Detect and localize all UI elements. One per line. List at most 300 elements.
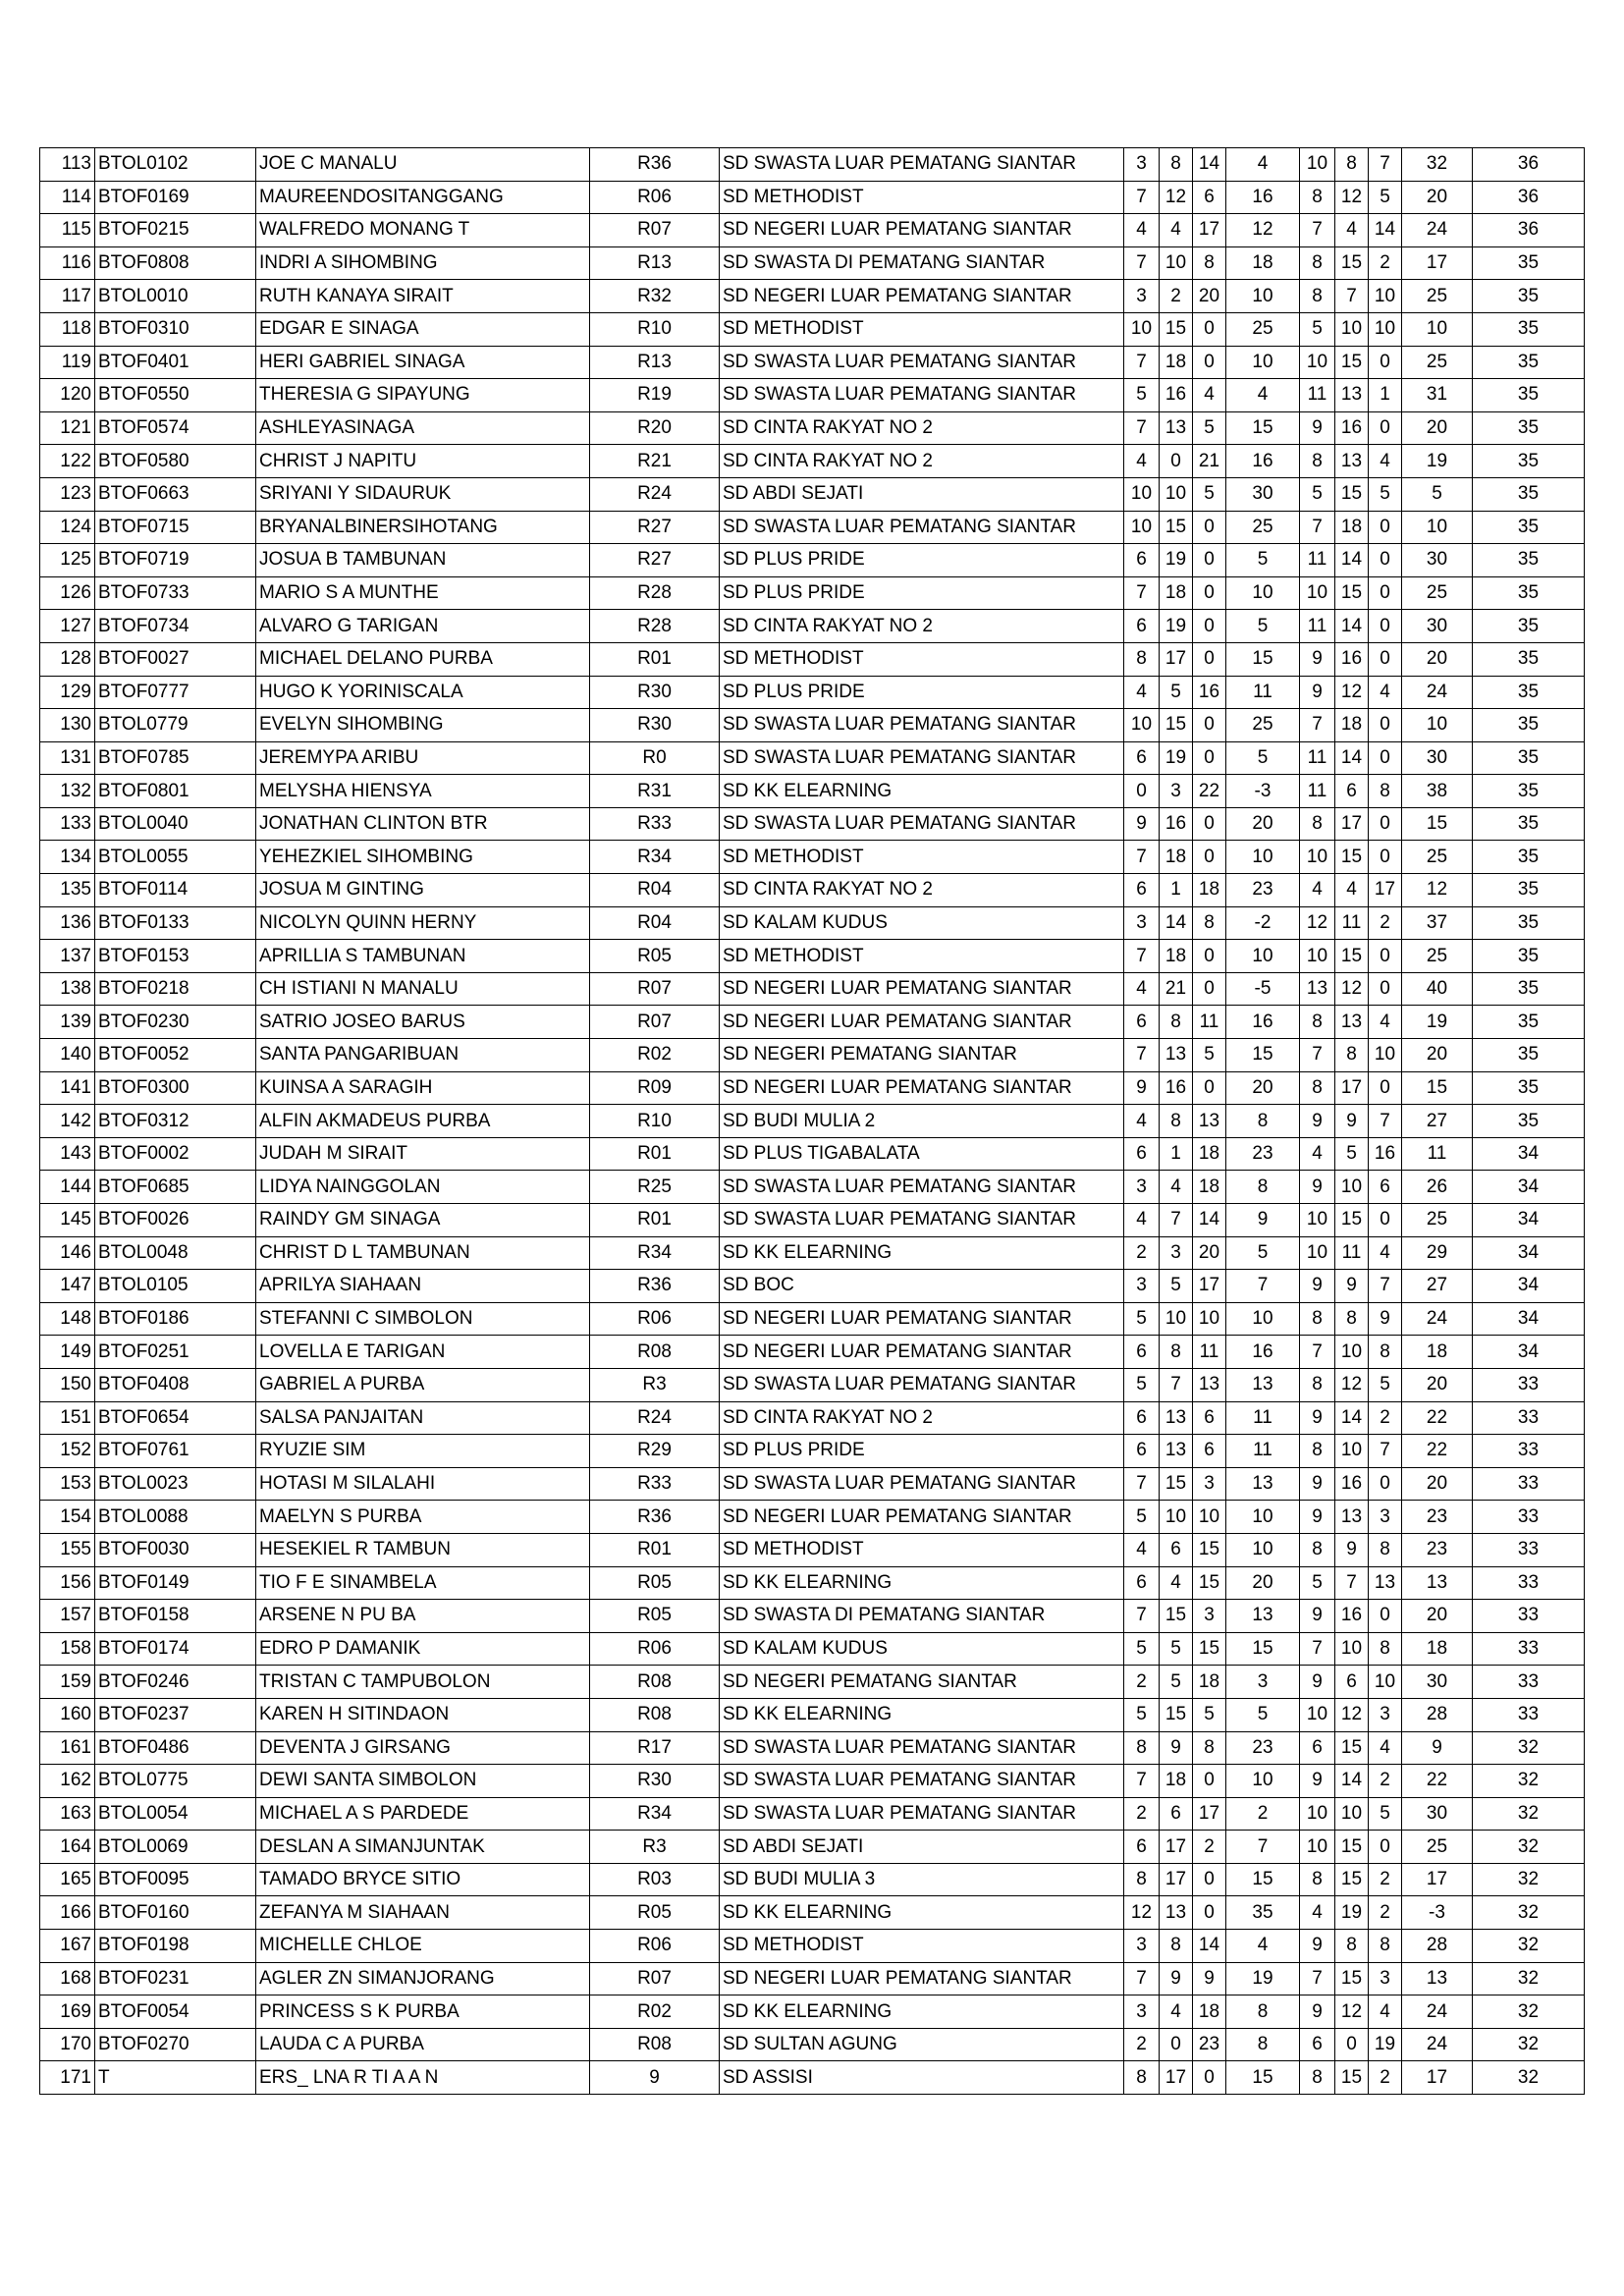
score-col-7-cell: 0	[1369, 807, 1402, 841]
score-col-6-cell: 8	[1335, 1039, 1369, 1072]
score-col-1-cell: 2	[1124, 1666, 1160, 1699]
score-col-6-cell: 14	[1335, 1401, 1369, 1435]
score-col-5-cell: 11	[1300, 544, 1335, 577]
score-col-8-cell: 25	[1402, 280, 1473, 313]
participant-id-cell: BTOF0580	[95, 445, 256, 478]
region-code-cell: R21	[590, 445, 720, 478]
region-code-cell: R20	[590, 411, 720, 445]
score-col-2-cell: 17	[1160, 1831, 1193, 1864]
participant-name-cell: CHRIST J NAPITU	[256, 445, 590, 478]
score-col-2-cell: 5	[1160, 676, 1193, 709]
score-col-5-cell: 9	[1300, 1501, 1335, 1534]
table-row	[40, 1368, 1585, 1401]
school-name-cell: SD SWASTA LUAR PEMATANG SIANTAR	[720, 1731, 1124, 1765]
score-col-6-cell: 15	[1335, 1204, 1369, 1237]
score-col-1-cell: 2	[1124, 1236, 1160, 1270]
region-code-cell: R33	[590, 1467, 720, 1501]
score-col-9-cell: 32	[1473, 1930, 1585, 1963]
table-row	[40, 511, 1585, 544]
score-col-3-cell: 23	[1193, 2028, 1226, 2061]
score-col-4-cell: 25	[1226, 312, 1300, 346]
score-col-8-cell: 23	[1402, 1533, 1473, 1566]
score-col-5-cell: 12	[1300, 906, 1335, 940]
score-col-9-cell: 35	[1473, 610, 1585, 643]
score-col-6-cell: 12	[1335, 972, 1369, 1006]
score-col-3-cell: 14	[1193, 148, 1226, 182]
table-row	[40, 1797, 1585, 1831]
score-col-1-cell: 8	[1124, 1731, 1160, 1765]
score-col-8-cell: 40	[1402, 972, 1473, 1006]
school-name-cell: SD SWASTA LUAR PEMATANG SIANTAR	[720, 1797, 1124, 1831]
row-number-cell: 134	[40, 841, 95, 874]
score-col-7-cell: 0	[1369, 1831, 1402, 1864]
row-number-cell: 137	[40, 940, 95, 973]
score-col-6-cell: 15	[1335, 1831, 1369, 1864]
score-col-7-cell: 0	[1369, 642, 1402, 676]
participant-name-cell: HOTASI M SILALAHI	[256, 1467, 590, 1501]
participant-id-cell: BTOF0251	[95, 1336, 256, 1369]
region-code-cell: R08	[590, 1666, 720, 1699]
score-col-2-cell: 13	[1160, 1896, 1193, 1930]
score-col-2-cell: 10	[1160, 246, 1193, 280]
participant-id-cell: BTOF0237	[95, 1698, 256, 1731]
region-code-cell: R28	[590, 610, 720, 643]
score-col-9-cell: 33	[1473, 1632, 1585, 1666]
score-col-1-cell: 3	[1124, 1995, 1160, 2029]
score-col-2-cell: 21	[1160, 972, 1193, 1006]
participant-name-cell: CHRIST D L TAMBUNAN	[256, 1236, 590, 1270]
score-col-5-cell: 7	[1300, 1632, 1335, 1666]
score-col-7-cell: 17	[1369, 874, 1402, 907]
score-col-9-cell: 35	[1473, 906, 1585, 940]
score-col-9-cell: 35	[1473, 346, 1585, 379]
table-row	[40, 1137, 1585, 1171]
region-code-cell: R10	[590, 312, 720, 346]
participant-name-cell: DEWI SANTA SIMBOLON	[256, 1765, 590, 1798]
score-col-6-cell: 15	[1335, 477, 1369, 511]
participant-id-cell: BTOF0169	[95, 181, 256, 214]
score-col-4-cell: 11	[1226, 1435, 1300, 1468]
participant-id-cell: BTOF0761	[95, 1435, 256, 1468]
school-name-cell: SD NEGERI LUAR PEMATANG SIANTAR	[720, 1336, 1124, 1369]
participant-name-cell: DEVENTA J GIRSANG	[256, 1731, 590, 1765]
score-col-6-cell: 17	[1335, 807, 1369, 841]
score-col-3-cell: 8	[1193, 1731, 1226, 1765]
score-col-9-cell: 32	[1473, 1765, 1585, 1798]
score-col-2-cell: 16	[1160, 379, 1193, 412]
score-col-7-cell: 0	[1369, 1600, 1402, 1633]
school-name-cell: SD ABDI SEJATI	[720, 477, 1124, 511]
region-code-cell: R09	[590, 1071, 720, 1105]
score-col-8-cell: 37	[1402, 906, 1473, 940]
table-row	[40, 346, 1585, 379]
region-code-cell: R04	[590, 906, 720, 940]
table-row	[40, 445, 1585, 478]
table-row	[40, 477, 1585, 511]
score-col-1-cell: 6	[1124, 1831, 1160, 1864]
score-col-2-cell: 18	[1160, 940, 1193, 973]
score-col-2-cell: 16	[1160, 807, 1193, 841]
participant-name-cell: TIO F E SINAMBELA	[256, 1566, 590, 1600]
score-col-5-cell: 11	[1300, 741, 1335, 775]
score-col-4-cell: 5	[1226, 1698, 1300, 1731]
school-name-cell: SD KK ELEARNING	[720, 1896, 1124, 1930]
table-row	[40, 741, 1585, 775]
score-col-6-cell: 5	[1335, 1137, 1369, 1171]
table-row	[40, 610, 1585, 643]
participant-id-cell: BTOF0215	[95, 214, 256, 247]
score-col-1-cell: 7	[1124, 576, 1160, 610]
score-col-3-cell: 17	[1193, 214, 1226, 247]
participant-name-cell: MARIO S A MUNTHE	[256, 576, 590, 610]
score-col-3-cell: 2	[1193, 1831, 1226, 1864]
score-col-9-cell: 35	[1473, 477, 1585, 511]
score-col-5-cell: 13	[1300, 972, 1335, 1006]
region-code-cell: R07	[590, 972, 720, 1006]
score-col-9-cell: 35	[1473, 511, 1585, 544]
table-row	[40, 214, 1585, 247]
table-row	[40, 807, 1585, 841]
participant-name-cell: HESEKIEL R TAMBUN	[256, 1533, 590, 1566]
participant-id-cell: BTOF0153	[95, 940, 256, 973]
school-name-cell: SD ABDI SEJATI	[720, 1831, 1124, 1864]
score-col-1-cell: 8	[1124, 2061, 1160, 2095]
score-col-8-cell: 30	[1402, 1797, 1473, 1831]
score-col-7-cell: 5	[1369, 1797, 1402, 1831]
score-col-5-cell: 9	[1300, 642, 1335, 676]
score-col-4-cell: 4	[1226, 148, 1300, 182]
school-name-cell: SD SWASTA DI PEMATANG SIANTAR	[720, 1600, 1124, 1633]
score-col-8-cell: 24	[1402, 1302, 1473, 1336]
score-col-6-cell: 16	[1335, 1600, 1369, 1633]
participant-id-cell: BTOF0133	[95, 906, 256, 940]
score-col-2-cell: 13	[1160, 1401, 1193, 1435]
score-col-9-cell: 32	[1473, 1797, 1585, 1831]
score-col-8-cell: 23	[1402, 1501, 1473, 1534]
score-col-8-cell: 17	[1402, 246, 1473, 280]
score-col-4-cell: 4	[1226, 379, 1300, 412]
table-row	[40, 1071, 1585, 1105]
score-col-3-cell: 0	[1193, 972, 1226, 1006]
score-col-1-cell: 7	[1124, 1600, 1160, 1633]
score-col-1-cell: 7	[1124, 940, 1160, 973]
row-number-cell: 155	[40, 1533, 95, 1566]
score-col-6-cell: 15	[1335, 2061, 1369, 2095]
score-col-1-cell: 7	[1124, 1765, 1160, 1798]
score-col-4-cell: 13	[1226, 1600, 1300, 1633]
score-col-9-cell: 35	[1473, 411, 1585, 445]
score-col-9-cell: 34	[1473, 1171, 1585, 1204]
score-col-8-cell: 30	[1402, 741, 1473, 775]
school-name-cell: SD METHODIST	[720, 1930, 1124, 1963]
table-row	[40, 972, 1585, 1006]
participant-id-cell: BTOF0052	[95, 1039, 256, 1072]
score-col-7-cell: 0	[1369, 411, 1402, 445]
school-name-cell: SD KK ELEARNING	[720, 775, 1124, 808]
region-code-cell: R06	[590, 1930, 720, 1963]
score-col-1-cell: 9	[1124, 1071, 1160, 1105]
score-col-6-cell: 10	[1335, 1632, 1369, 1666]
participant-name-cell: LIDYA NAINGGOLAN	[256, 1171, 590, 1204]
participant-name-cell: APRILLIA S TAMBUNAN	[256, 940, 590, 973]
score-col-5-cell: 6	[1300, 2028, 1335, 2061]
score-col-8-cell: 24	[1402, 2028, 1473, 2061]
score-col-7-cell: 19	[1369, 2028, 1402, 2061]
region-code-cell: R04	[590, 874, 720, 907]
school-name-cell: SD PLUS TIGABALATA	[720, 1137, 1124, 1171]
participant-name-cell: EVELYN SIHOMBING	[256, 709, 590, 742]
score-col-5-cell: 11	[1300, 379, 1335, 412]
participant-id-cell: BTOF0246	[95, 1666, 256, 1699]
participant-id-cell: BTOF0231	[95, 1962, 256, 1995]
score-col-4-cell: 10	[1226, 1533, 1300, 1566]
score-col-5-cell: 4	[1300, 874, 1335, 907]
score-col-6-cell: 15	[1335, 940, 1369, 973]
region-code-cell: R01	[590, 1533, 720, 1566]
school-name-cell: SD SWASTA LUAR PEMATANG SIANTAR	[720, 709, 1124, 742]
score-col-8-cell: 25	[1402, 1831, 1473, 1864]
score-col-3-cell: 18	[1193, 1171, 1226, 1204]
score-col-4-cell: 19	[1226, 1962, 1300, 1995]
score-col-8-cell: 22	[1402, 1765, 1473, 1798]
score-col-8-cell: 12	[1402, 874, 1473, 907]
score-col-7-cell: 4	[1369, 445, 1402, 478]
school-name-cell: SD METHODIST	[720, 940, 1124, 973]
score-col-2-cell: 10	[1160, 1302, 1193, 1336]
participant-name-cell: CH ISTIANI N MANALU	[256, 972, 590, 1006]
row-number-cell: 163	[40, 1797, 95, 1831]
score-col-1-cell: 8	[1124, 1863, 1160, 1896]
score-col-7-cell: 0	[1369, 940, 1402, 973]
score-col-2-cell: 15	[1160, 312, 1193, 346]
score-col-1-cell: 10	[1124, 709, 1160, 742]
score-col-1-cell: 6	[1124, 1435, 1160, 1468]
score-col-6-cell: 14	[1335, 544, 1369, 577]
score-col-6-cell: 7	[1335, 280, 1369, 313]
score-col-7-cell: 7	[1369, 1270, 1402, 1303]
participant-id-cell: BTOF0158	[95, 1600, 256, 1633]
row-number-cell: 124	[40, 511, 95, 544]
participant-name-cell: JOE C MANALU	[256, 148, 590, 182]
table-body	[40, 148, 1585, 2095]
score-col-2-cell: 18	[1160, 576, 1193, 610]
score-col-1-cell: 6	[1124, 874, 1160, 907]
score-col-1-cell: 5	[1124, 1501, 1160, 1534]
score-col-9-cell: 32	[1473, 1995, 1585, 2029]
score-col-5-cell: 8	[1300, 246, 1335, 280]
score-col-7-cell: 10	[1369, 1666, 1402, 1699]
school-name-cell: SD BUDI MULIA 2	[720, 1105, 1124, 1138]
participant-name-cell: TAMADO BRYCE SITIO	[256, 1863, 590, 1896]
score-col-4-cell: 16	[1226, 1336, 1300, 1369]
score-col-7-cell: 0	[1369, 709, 1402, 742]
table-row	[40, 1765, 1585, 1798]
score-col-6-cell: 13	[1335, 379, 1369, 412]
score-col-9-cell: 34	[1473, 1270, 1585, 1303]
participant-name-cell: DESLAN A SIMANJUNTAK	[256, 1831, 590, 1864]
region-code-cell: R13	[590, 346, 720, 379]
score-col-6-cell: 7	[1335, 1566, 1369, 1600]
participant-id-cell: T	[95, 2061, 256, 2095]
score-col-8-cell: 11	[1402, 1137, 1473, 1171]
school-name-cell: SD CINTA RAKYAT NO 2	[720, 445, 1124, 478]
table-row	[40, 411, 1585, 445]
participant-name-cell: APRILYA SIAHAAN	[256, 1270, 590, 1303]
school-name-cell: SD NEGERI LUAR PEMATANG SIANTAR	[720, 1962, 1124, 1995]
region-code-cell: R3	[590, 1831, 720, 1864]
region-code-cell: R19	[590, 379, 720, 412]
region-code-cell: R30	[590, 709, 720, 742]
participant-name-cell: GABRIEL A PURBA	[256, 1368, 590, 1401]
score-col-3-cell: 0	[1193, 1896, 1226, 1930]
score-col-2-cell: 8	[1160, 1105, 1193, 1138]
row-number-cell: 115	[40, 214, 95, 247]
participant-name-cell: KUINSA A SARAGIH	[256, 1071, 590, 1105]
region-code-cell: R25	[590, 1171, 720, 1204]
table-row	[40, 1270, 1585, 1303]
school-name-cell: SD SWASTA LUAR PEMATANG SIANTAR	[720, 346, 1124, 379]
score-col-8-cell: 18	[1402, 1632, 1473, 1666]
score-col-3-cell: 11	[1193, 1336, 1226, 1369]
row-number-cell: 116	[40, 246, 95, 280]
score-col-4-cell: 15	[1226, 642, 1300, 676]
score-col-8-cell: 22	[1402, 1435, 1473, 1468]
score-col-4-cell: 35	[1226, 1896, 1300, 1930]
score-col-7-cell: 4	[1369, 1006, 1402, 1039]
score-col-9-cell: 33	[1473, 1533, 1585, 1566]
score-col-5-cell: 9	[1300, 676, 1335, 709]
score-col-7-cell: 2	[1369, 1896, 1402, 1930]
row-number-cell: 170	[40, 2028, 95, 2061]
score-col-1-cell: 12	[1124, 1896, 1160, 1930]
row-number-cell: 149	[40, 1336, 95, 1369]
participant-id-cell: BTOF0734	[95, 610, 256, 643]
score-col-5-cell: 8	[1300, 280, 1335, 313]
score-col-3-cell: 0	[1193, 709, 1226, 742]
score-col-4-cell: 23	[1226, 874, 1300, 907]
score-col-9-cell: 32	[1473, 1831, 1585, 1864]
score-col-6-cell: 12	[1335, 1698, 1369, 1731]
score-col-9-cell: 35	[1473, 445, 1585, 478]
score-col-6-cell: 12	[1335, 181, 1369, 214]
score-col-4-cell: 15	[1226, 411, 1300, 445]
participant-name-cell: STEFANNI C SIMBOLON	[256, 1302, 590, 1336]
score-col-8-cell: 27	[1402, 1270, 1473, 1303]
participant-id-cell: BTOF0486	[95, 1731, 256, 1765]
score-col-3-cell: 6	[1193, 181, 1226, 214]
participant-name-cell: RUTH KANAYA SIRAIT	[256, 280, 590, 313]
score-col-4-cell: 7	[1226, 1831, 1300, 1864]
score-col-8-cell: 32	[1402, 148, 1473, 182]
score-col-5-cell: 10	[1300, 148, 1335, 182]
table-row	[40, 1039, 1585, 1072]
table-row	[40, 940, 1585, 973]
participant-id-cell: BTOL0088	[95, 1501, 256, 1534]
table-row	[40, 1666, 1585, 1699]
score-col-6-cell: 15	[1335, 576, 1369, 610]
participant-name-cell: YEHEZKIEL SIHOMBING	[256, 841, 590, 874]
score-col-9-cell: 35	[1473, 246, 1585, 280]
table-row	[40, 544, 1585, 577]
score-col-6-cell: 6	[1335, 1666, 1369, 1699]
score-col-2-cell: 8	[1160, 1336, 1193, 1369]
score-col-6-cell: 11	[1335, 906, 1369, 940]
score-col-1-cell: 7	[1124, 411, 1160, 445]
school-name-cell: SD SWASTA LUAR PEMATANG SIANTAR	[720, 511, 1124, 544]
score-col-8-cell: 28	[1402, 1698, 1473, 1731]
school-name-cell: SD SWASTA LUAR PEMATANG SIANTAR	[720, 148, 1124, 182]
score-col-3-cell: 15	[1193, 1533, 1226, 1566]
table-row	[40, 1600, 1585, 1633]
row-number-cell: 128	[40, 642, 95, 676]
school-name-cell: SD SWASTA LUAR PEMATANG SIANTAR	[720, 741, 1124, 775]
score-col-7-cell: 8	[1369, 1336, 1402, 1369]
score-col-7-cell: 0	[1369, 544, 1402, 577]
table-row	[40, 1533, 1585, 1566]
score-col-9-cell: 35	[1473, 775, 1585, 808]
score-col-4-cell: 5	[1226, 544, 1300, 577]
row-number-cell: 158	[40, 1632, 95, 1666]
table-row	[40, 1006, 1585, 1039]
score-col-3-cell: 0	[1193, 2061, 1226, 2095]
score-col-4-cell: 10	[1226, 1302, 1300, 1336]
region-code-cell: R06	[590, 181, 720, 214]
score-col-9-cell: 32	[1473, 2061, 1585, 2095]
score-col-7-cell: 7	[1369, 1435, 1402, 1468]
region-code-cell: R36	[590, 148, 720, 182]
score-col-2-cell: 0	[1160, 2028, 1193, 2061]
score-col-3-cell: 0	[1193, 312, 1226, 346]
score-col-1-cell: 3	[1124, 1270, 1160, 1303]
score-col-1-cell: 4	[1124, 1533, 1160, 1566]
score-col-6-cell: 13	[1335, 445, 1369, 478]
table-row	[40, 1467, 1585, 1501]
table-row	[40, 1962, 1585, 1995]
score-col-6-cell: 10	[1335, 1435, 1369, 1468]
participant-name-cell: KAREN H SITINDAON	[256, 1698, 590, 1731]
participant-id-cell: BTOL0775	[95, 1765, 256, 1798]
region-code-cell: R28	[590, 576, 720, 610]
score-col-2-cell: 6	[1160, 1797, 1193, 1831]
score-col-2-cell: 4	[1160, 1171, 1193, 1204]
score-col-1-cell: 7	[1124, 246, 1160, 280]
participant-name-cell: MAELYN S PURBA	[256, 1501, 590, 1534]
score-col-9-cell: 33	[1473, 1501, 1585, 1534]
region-code-cell: R05	[590, 1566, 720, 1600]
score-col-4-cell: 2	[1226, 1797, 1300, 1831]
score-col-7-cell: 10	[1369, 1039, 1402, 1072]
score-col-9-cell: 34	[1473, 1302, 1585, 1336]
score-col-9-cell: 35	[1473, 972, 1585, 1006]
table-row	[40, 709, 1585, 742]
score-col-9-cell: 33	[1473, 1600, 1585, 1633]
score-col-8-cell: 20	[1402, 642, 1473, 676]
table-row	[40, 1863, 1585, 1896]
participant-id-cell: BTOL0010	[95, 280, 256, 313]
score-col-1-cell: 7	[1124, 1039, 1160, 1072]
row-number-cell: 132	[40, 775, 95, 808]
score-col-6-cell: 13	[1335, 1006, 1369, 1039]
score-col-7-cell: 2	[1369, 906, 1402, 940]
score-col-6-cell: 6	[1335, 775, 1369, 808]
school-name-cell: SD SWASTA DI PEMATANG SIANTAR	[720, 246, 1124, 280]
participant-id-cell: BTOL0023	[95, 1467, 256, 1501]
row-number-cell: 126	[40, 576, 95, 610]
score-col-2-cell: 6	[1160, 1533, 1193, 1566]
participant-id-cell: BTOL0102	[95, 148, 256, 182]
row-number-cell: 165	[40, 1863, 95, 1896]
score-col-6-cell: 9	[1335, 1533, 1369, 1566]
